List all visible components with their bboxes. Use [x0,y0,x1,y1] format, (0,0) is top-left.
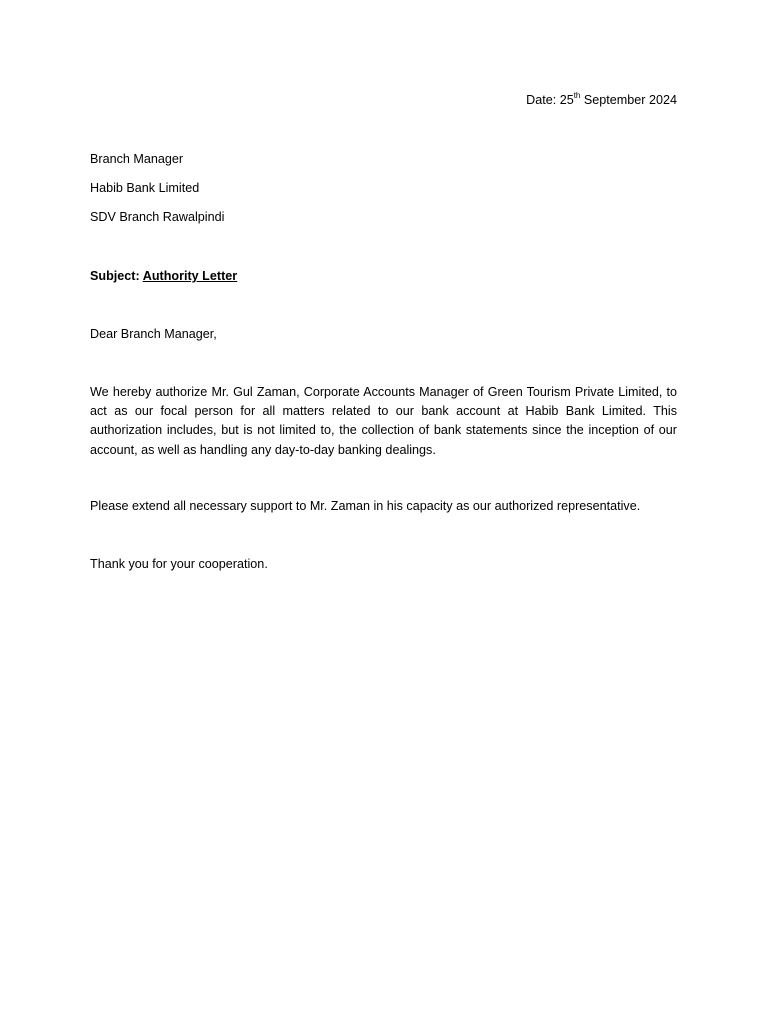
body-paragraph-authorization: We hereby authorize Mr. Gul Zaman, Corporate Accounts Manager of Green Tourism Private Limited, to act as our focal person for all matters related to our bank account at Habib Bank Limited. This authorization includes, but is not limited to, the collection of bank statements since the inception of our account, as well as handling any day-to-day banking dealings. [90,385,677,457]
recipient-bank: Habib Bank Limited [90,181,200,195]
subject-line [90,267,237,286]
subject-label: Subject: [90,269,143,283]
date-ordinal-suffix: th [573,90,581,100]
body-paragraph-support: Please extend all necessary support to Mr. Zaman in his capacity as our authorized representative. [90,499,641,513]
letter-date [526,91,677,110]
recipient-title: Branch Manager [90,152,184,166]
salutation: Dear Branch Manager, [90,327,217,341]
date-rest: September 2024 [580,93,677,107]
subject-value: Authority Letter [142,269,238,283]
recipient-branch: SDV Branch Rawalpindi [90,210,225,224]
date-prefix: Date: 25 [526,93,574,107]
closing-line: Thank you for your cooperation. [90,557,268,571]
